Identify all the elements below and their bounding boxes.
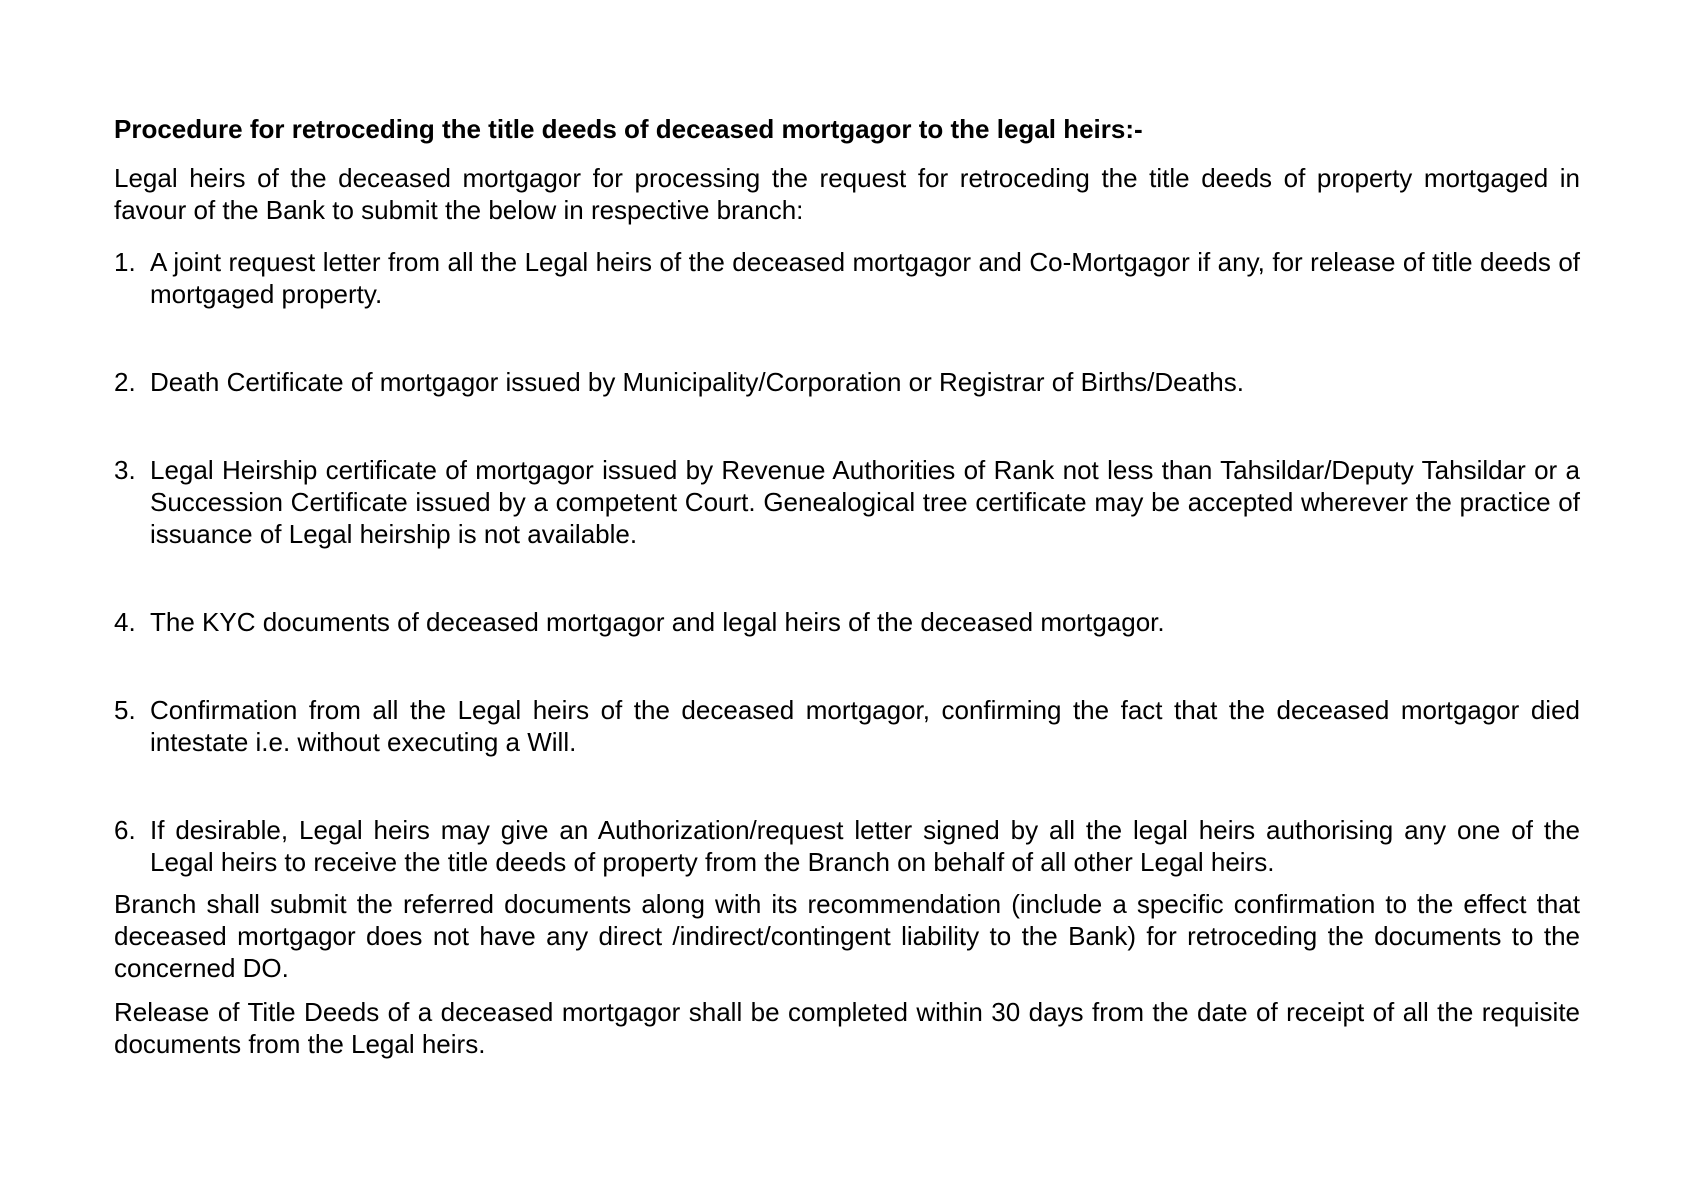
list-item <box>114 246 1580 310</box>
branch-paragraph: Branch shall submit the referred documents along with its recommendation (include a specific confirmation to the effect that deceased mortgagor does not have any direct /indirect/contingent liability to the Bank) for retroceding the documents to the concerned DO. <box>114 889 1580 983</box>
list-item <box>114 814 1580 878</box>
list-item <box>114 694 1580 758</box>
list-item-text: Confirmation from all the Legal heirs of the deceased mortgagor, confirming the fact that the deceased mortgagor died intestate i.e. without executing a Will. <box>150 695 1580 757</box>
list-item-text: If desirable, Legal heirs may give an Authorization/request letter signed by all the legal heirs authorising any one of the Legal heirs to receive the title deeds of property from the Branch on behalf of all other Legal heirs. <box>150 815 1580 877</box>
document-page <box>114 113 1580 1060</box>
list-item <box>114 454 1580 550</box>
list-item <box>114 366 1580 398</box>
list-item-text: Death Certificate of mortgagor issued by Municipality/Corporation or Registrar of Births/Deaths. <box>150 367 1244 397</box>
list-item-text: The KYC documents of deceased mortgagor and legal heirs of the deceased mortgagor. <box>150 607 1165 637</box>
document-title: Procedure for retroceding the title deeds of deceased mortgagor to the legal heirs:- <box>114 114 1143 144</box>
list-item-number: 6. <box>114 815 136 845</box>
list-item-number: 5. <box>114 695 136 725</box>
required-documents-list <box>114 246 1580 878</box>
list-item-text: A joint request letter from all the Legal heirs of the deceased mortgagor and Co-Mortgagor if any, for release of title deeds of mortgaged property. <box>150 247 1580 309</box>
list-item-number: 2. <box>114 367 136 397</box>
list-item-number: 1. <box>114 247 136 277</box>
intro-paragraph: Legal heirs of the deceased mortgagor for processing the request for retroceding the title deeds of property mortgaged in favour of the Bank to submit the below in respective branch: <box>114 163 1580 225</box>
list-item <box>114 606 1580 638</box>
list-item-number: 3. <box>114 455 136 485</box>
list-item-text: Legal Heirship certificate of mortgagor issued by Revenue Authorities of Rank not less than Tahsildar/Deputy Tahsildar or a Succession Certificate issued by a competent Court. Genealogical tree certificate may be accepted wherever the practice of issuance of Legal heirship is not available. <box>150 455 1580 549</box>
list-item-number: 4. <box>114 607 136 637</box>
release-paragraph: Release of Title Deeds of a deceased mortgagor shall be completed within 30 days from the date of receipt of all the requisite documents from the Legal heirs. <box>114 997 1580 1059</box>
